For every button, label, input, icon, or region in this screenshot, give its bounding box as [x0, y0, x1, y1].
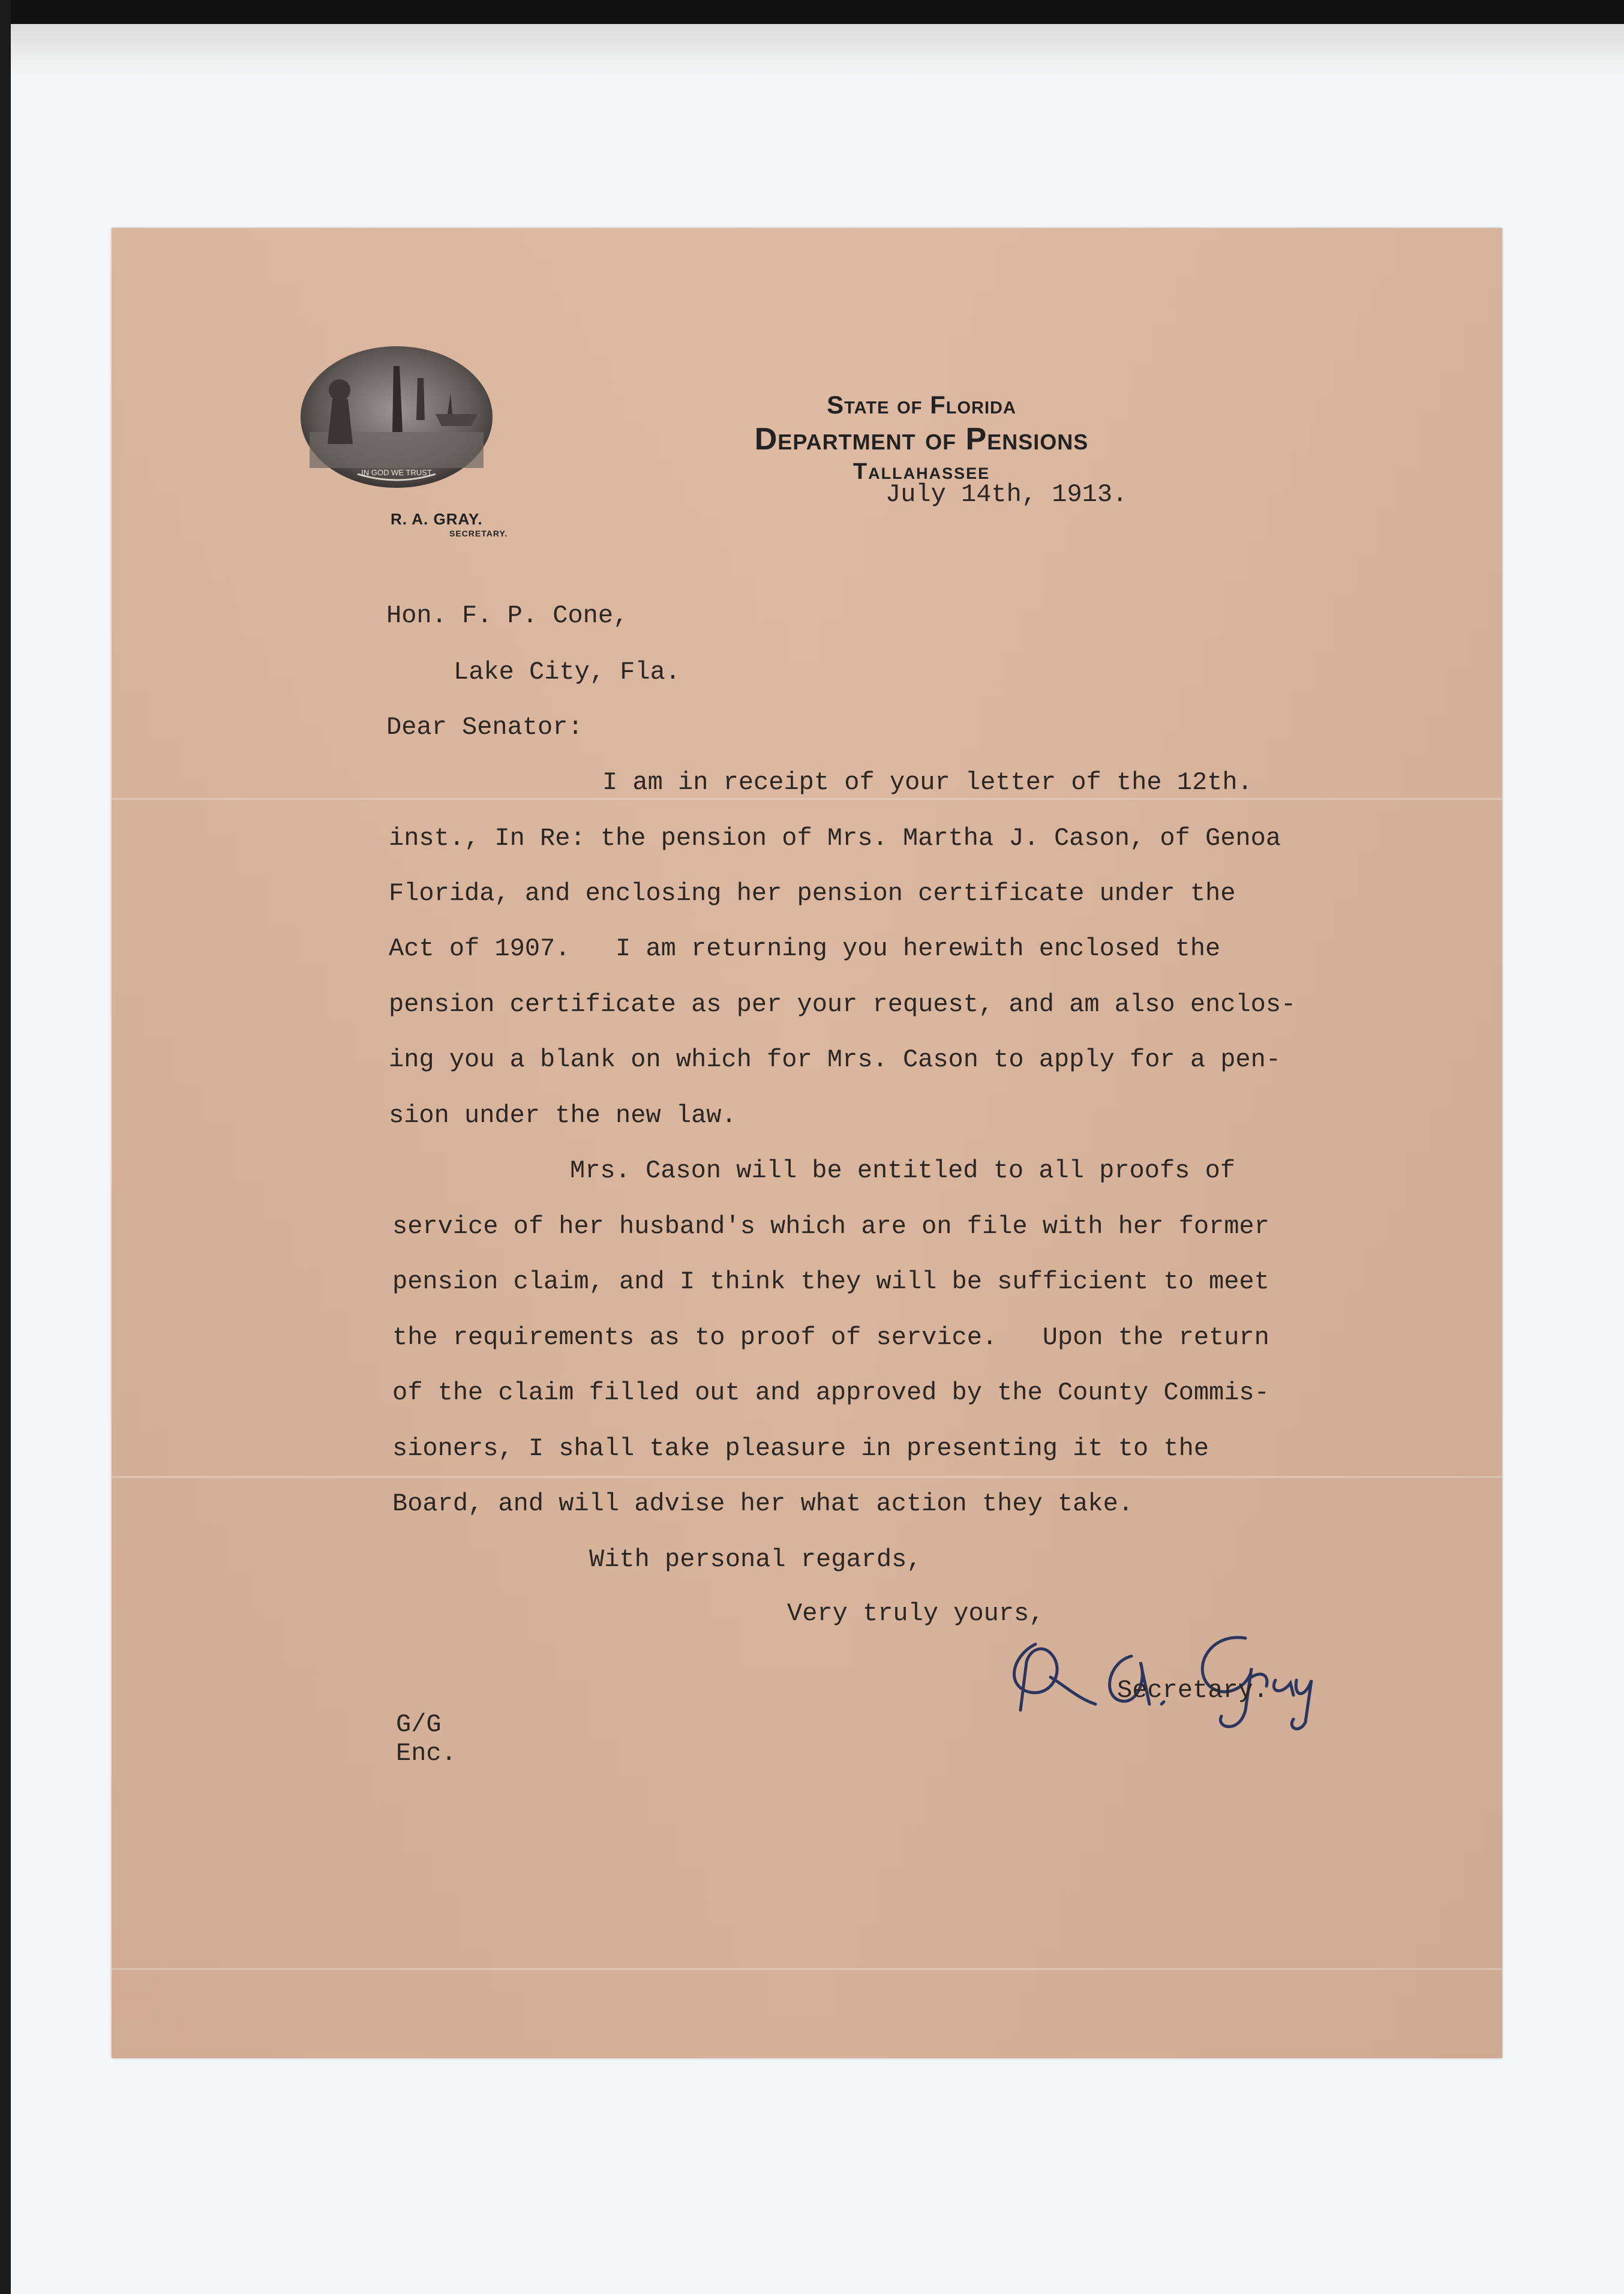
- reference-enclosure: Enc.: [396, 1739, 457, 1768]
- body-line: sion under the new law.: [389, 1101, 737, 1130]
- body-line: pension certificate as per your request, and am also enclos-: [389, 990, 1296, 1019]
- body-line: Act of 1907. I am returning you herewith enclosed the: [389, 934, 1221, 963]
- body-line: I am in receipt of your letter of the 12th.: [602, 768, 1253, 797]
- letterhead: [652, 390, 1191, 485]
- body-line: ing you a blank on which for Mrs. Cason to apply for a pen-: [389, 1045, 1281, 1074]
- letterhead-city: Tallahassee: [852, 459, 990, 484]
- letter-page: [112, 228, 1502, 2058]
- scanner-shadow: [11, 24, 1624, 78]
- fold-line: [112, 798, 1502, 800]
- scanner-edge-left: [0, 0, 11, 2294]
- body-line: the requirements as to proof of service. Upon the return: [392, 1323, 1269, 1352]
- fold-line: [112, 1476, 1502, 1478]
- body-line: service of her husband's which are on file with her former: [392, 1212, 1269, 1241]
- reference-initials: G/G: [396, 1710, 442, 1739]
- secretary-header-name: R. A. GRAY.: [391, 510, 483, 528]
- body-line: Florida, and enclosing her pension certificate under the: [389, 879, 1236, 908]
- letterhead-state: State of Florida: [827, 391, 1016, 419]
- closing-regards: With personal regards,: [589, 1545, 922, 1574]
- body-line: of the claim filled out and approved by the County Commis-: [392, 1378, 1269, 1407]
- closing-sign-off: Very truly yours,: [787, 1599, 1044, 1628]
- body-line: sioners, I shall take pleasure in presenting it to the: [392, 1434, 1209, 1463]
- body-line: Board, and will advise her what action they take.: [392, 1489, 1134, 1518]
- state-seal-icon: [298, 342, 496, 492]
- closing-title: Secretary.: [1117, 1676, 1269, 1705]
- body-line: Mrs. Cason will be entitled to all proofs of: [570, 1156, 1235, 1185]
- fold-line: [112, 1968, 1502, 1970]
- body-line: inst., In Re: the pension of Mrs. Martha J. Cason, of Genoa: [389, 824, 1281, 853]
- secretary-header: [391, 510, 508, 538]
- secretary-header-title: SECRETARY.: [449, 529, 508, 538]
- letter-date: July 14th, 1913.: [885, 480, 1128, 509]
- letterhead-department: Department of Pensions: [754, 422, 1089, 457]
- body-line: pension claim, and I think they will be sufficient to meet: [392, 1267, 1269, 1296]
- scanner-edge-top: [0, 0, 1624, 24]
- recipient-name: Hon. F. P. Cone,: [386, 601, 629, 630]
- salutation: Dear Senator:: [386, 713, 583, 742]
- seal-motto: IN GOD WE TRUST: [361, 468, 432, 477]
- recipient-address: Lake City, Fla.: [454, 658, 681, 686]
